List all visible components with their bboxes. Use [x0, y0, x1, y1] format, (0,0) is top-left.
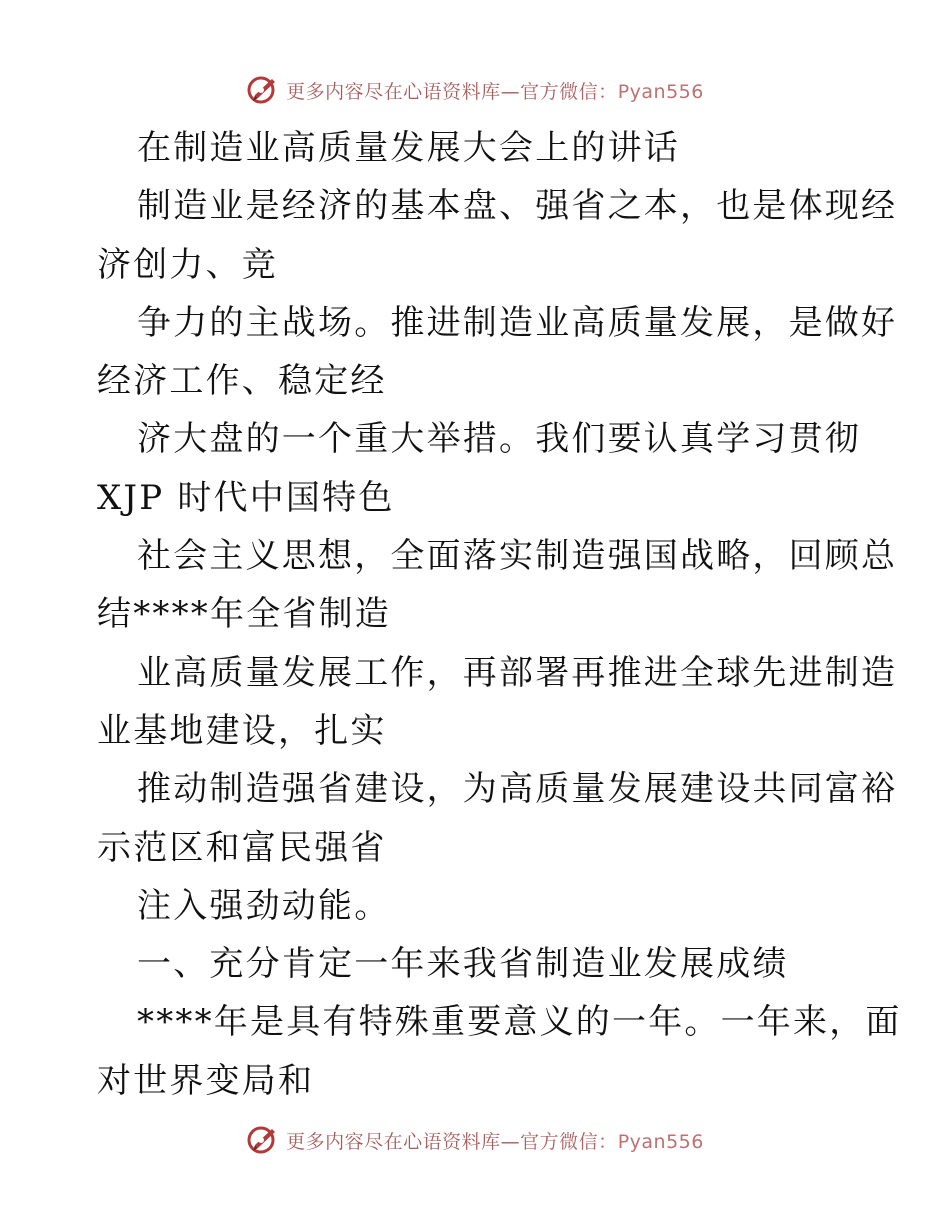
watermark-slogan: 更多内容尽在心语资料库	[286, 80, 501, 103]
watermark-separator: —	[500, 80, 521, 103]
watermark-separator: —	[500, 1130, 521, 1153]
paragraph-line: 示范区和富民强省	[97, 827, 387, 868]
pen-logo-icon	[246, 1123, 280, 1157]
paragraph-line: 推动制造强省建设，为高质量发展建设共同富裕	[137, 769, 898, 810]
watermark-wechat-label: 官方微信：	[520, 1130, 618, 1153]
paragraph-line: 社会主义思想，全面落实制造强国战略，回顾总	[137, 536, 898, 577]
document-body	[97, 119, 902, 1110]
paragraph-line: 济创力、竞	[97, 244, 278, 285]
header-watermark	[0, 70, 950, 110]
paragraph-line: 业高质量发展工作，再部署再推进全球先进制造	[137, 652, 898, 693]
watermark-wechat-id: Pyan556	[617, 1130, 704, 1153]
paragraph-line: 经济工作、稳定经	[97, 361, 387, 402]
pen-logo-icon	[246, 73, 280, 107]
watermark-wechat-label: 官方微信：	[520, 80, 618, 103]
paragraph-line: 对世界变局和	[97, 1060, 315, 1101]
paragraph-line: 济大盘的一个重大举措。我们要认真学习贯彻	[137, 419, 861, 460]
footer-watermark-text	[286, 1127, 704, 1154]
header-watermark-text	[286, 77, 704, 104]
paragraph-line: 注入强劲动能。	[137, 885, 391, 926]
paragraph-line: 争力的主战场。推进制造业高质量发展，是做好	[137, 302, 898, 343]
paragraph-line: 制造业是经济的基本盘、强省之本，也是体现经	[137, 186, 898, 227]
footer-watermark	[0, 1120, 950, 1160]
document-title: 在制造业高质量发展大会上的讲话	[137, 128, 680, 168]
watermark-wechat-id: Pyan556	[617, 80, 704, 103]
paragraph-line: XJP 时代中国特色	[97, 477, 395, 518]
paragraph-line: 结****年全省制造	[97, 594, 391, 635]
watermark-slogan: 更多内容尽在心语资料库	[286, 1130, 501, 1153]
paragraph-line: ****年是具有特殊重要意义的一年。一年来，面	[137, 1002, 902, 1043]
section-heading: 一、充分肯定一年来我省制造业发展成绩	[137, 944, 789, 985]
paragraph-line: 业基地建设，扎实	[97, 710, 387, 751]
